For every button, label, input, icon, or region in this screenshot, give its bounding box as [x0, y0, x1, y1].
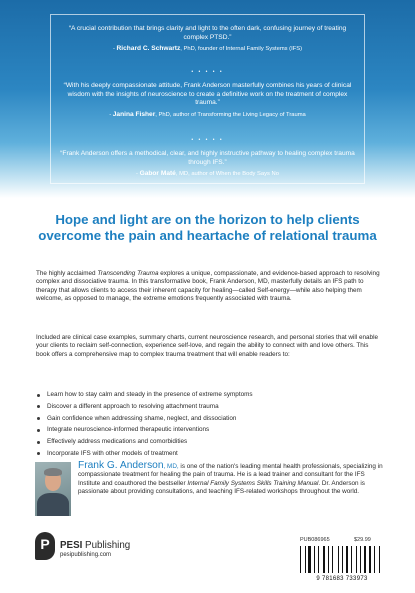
barcode-bar	[323, 546, 326, 573]
barcode-bar	[326, 546, 327, 573]
list-item	[36, 403, 382, 415]
quote-credit: , PhD, founder of Internal Family Systems (IFS)	[180, 46, 303, 53]
bio-text: . Dr. Anderson is passionate about providing consultations, and teaching IFS-related workshops throughout the world.	[78, 479, 365, 495]
benefits-list	[36, 391, 382, 462]
quote-text: “Frank Anderson offers a methodical, clear, and highly instructive pathway to healing complex trauma through IFS.”	[60, 150, 355, 166]
list-item	[36, 415, 382, 427]
publisher-name-rest: Publishing	[82, 540, 131, 551]
barcode-bar	[374, 546, 375, 573]
isbn-digits: 9 781683 733973	[316, 576, 368, 582]
barcode-bar	[367, 546, 368, 573]
author-photo-hair	[44, 468, 62, 476]
barcode-bar	[352, 546, 355, 573]
quote-text: “With his deeply compassionate attitude, Frank Anderson masterfully combines his years of clinical wisdom with the insights of neuroscience to create a definitive work on the treatment of complex trauma.”	[63, 82, 352, 107]
barcode-bar	[372, 546, 373, 573]
bio-book-title: Internal Family Systems Skills Training Manual	[187, 479, 319, 487]
endorsement-quote-3	[57, 150, 358, 179]
quote-attribution: - Richard C. Schwartz, PhD, founder of Internal Family Systems (IFS)	[112, 45, 303, 53]
bullet-icon	[37, 441, 40, 444]
barcode-bar	[318, 546, 319, 573]
author-credentials: , MD,	[163, 463, 179, 470]
list-item	[36, 391, 382, 403]
barcode-bar	[338, 546, 339, 573]
barcode-bar	[379, 546, 380, 573]
quote-author: Gabor Maté	[139, 170, 176, 178]
list-item-text: Integrate neuroscience-informed therapeutic interventions	[47, 426, 210, 434]
author-photo	[35, 462, 71, 516]
barcode-bar	[340, 546, 341, 573]
barcode	[298, 546, 384, 577]
barcode-bar	[344, 546, 345, 573]
barcode-bar	[328, 546, 329, 573]
endorsement-quote-1	[57, 25, 358, 54]
publisher-logo-icon	[35, 532, 55, 560]
endorsement-quote-2	[57, 82, 358, 119]
list-item	[36, 426, 382, 438]
barcode-bar	[346, 546, 348, 573]
paragraph-text: The highly acclaimed	[36, 270, 98, 277]
bullet-icon	[37, 405, 40, 408]
barcode-bar	[349, 546, 350, 573]
list-item-text: Discover a different approach to resolving attachment trauma	[47, 402, 219, 410]
product-code: PUB086965	[300, 537, 330, 543]
quote-divider: • • • • •	[191, 137, 224, 143]
barcode-bar	[351, 546, 352, 573]
paragraph-text: explores a unique, compassionate, and evidence-based approach to resolving complex and dissociative trauma. In this transformative book, Frank Anderson, MD, masterfully details an IFS path to therapy that allows clients to access their inherent capacity for healing—called Self-energy—while also helping them welcome, as opposed to manage, the extreme emotions frequently associated with trauma.	[36, 270, 380, 302]
publisher-name	[60, 540, 130, 551]
price: $29.99	[354, 537, 371, 543]
barcode-bar	[316, 546, 317, 573]
barcode-bar	[308, 546, 311, 573]
barcode-bar	[312, 546, 313, 573]
logo-letter: P	[40, 536, 50, 552]
barcode-bar	[332, 546, 333, 573]
publisher-name-bold: PESI	[60, 540, 83, 551]
quote-author: Janina Fisher	[112, 110, 156, 118]
list-item-text: Incorporate IFS with other models of treatment	[47, 449, 178, 457]
bullet-icon	[37, 394, 40, 397]
quote-attribution: - Janina Fisher, PhD, author of Transforming the Living Legacy of Trauma	[109, 110, 306, 118]
barcode-bar	[334, 546, 337, 573]
author-name: Frank G. Anderson	[78, 460, 164, 471]
publisher-website: pesipublishing.com	[60, 552, 112, 558]
bio-text: is one of the nation's leading mental health professionals, specializing in compassionate treatment for healing the pain of trauma. He is a lead trainer and consultant for the IFS Institute and coauthored the bestseller	[78, 463, 383, 487]
list-item-text: Gain confidence when addressing shame, neglect, and dissociation	[47, 414, 237, 422]
description-paragraph-1	[36, 270, 382, 303]
barcode-bar	[369, 546, 372, 573]
bullet-icon	[37, 452, 40, 455]
list-item-text: Learn how to stay calm and steady in the presence of extreme symptoms	[47, 391, 253, 398]
bullet-icon	[37, 417, 40, 420]
list-item-text: Effectively address medications and comorbidities	[47, 438, 188, 446]
book-title: Transcending Trauma	[97, 270, 159, 277]
barcode-bar	[342, 546, 344, 573]
quote-author: Richard C. Schwartz	[116, 45, 181, 53]
barcode-bar	[362, 546, 363, 573]
headline: Hope and light are on the horizon to help clients overcome the pain and heartache of relational trauma	[38, 212, 377, 243]
quote-attribution: - Gabor Maté, MD, author of When the Body Says No	[136, 170, 279, 178]
description-paragraph-2: Included are clinical case examples, summary charts, current neuroscience research, and personal stories that will enable your clients to reclaim self-connection, experience self-love, and regain the ability to connect with and love others. This book offers a comprehensive map to complex trauma treatment that will enable readers to:	[36, 334, 379, 358]
barcode-bar	[364, 546, 366, 573]
bullet-icon	[37, 429, 40, 432]
barcode-bar	[314, 546, 316, 573]
list-item	[36, 438, 382, 450]
barcode-bar	[306, 546, 307, 573]
quote-text: “A crucial contribution that brings clarity and light to the often dark, confusing journey of treating complex PTSD.”	[68, 25, 347, 41]
barcode-bar	[380, 546, 381, 573]
quote-credit: , PhD, author of Transforming the Living Legacy of Trauma	[155, 111, 306, 118]
author-bio	[78, 462, 384, 496]
barcode-bar	[300, 546, 301, 573]
quote-credit: , MD, author of When the Body Says No	[175, 171, 279, 178]
author-photo-body	[37, 493, 69, 516]
barcode-bar	[320, 546, 322, 573]
barcode-bar	[305, 546, 306, 573]
barcode-bar	[358, 546, 360, 573]
barcode-bar	[360, 546, 361, 573]
quote-divider: • • • • •	[191, 69, 224, 75]
barcode-bar	[356, 546, 357, 573]
barcode-bar	[330, 546, 332, 573]
barcode-bar	[302, 546, 304, 573]
barcode-bar	[376, 546, 378, 573]
